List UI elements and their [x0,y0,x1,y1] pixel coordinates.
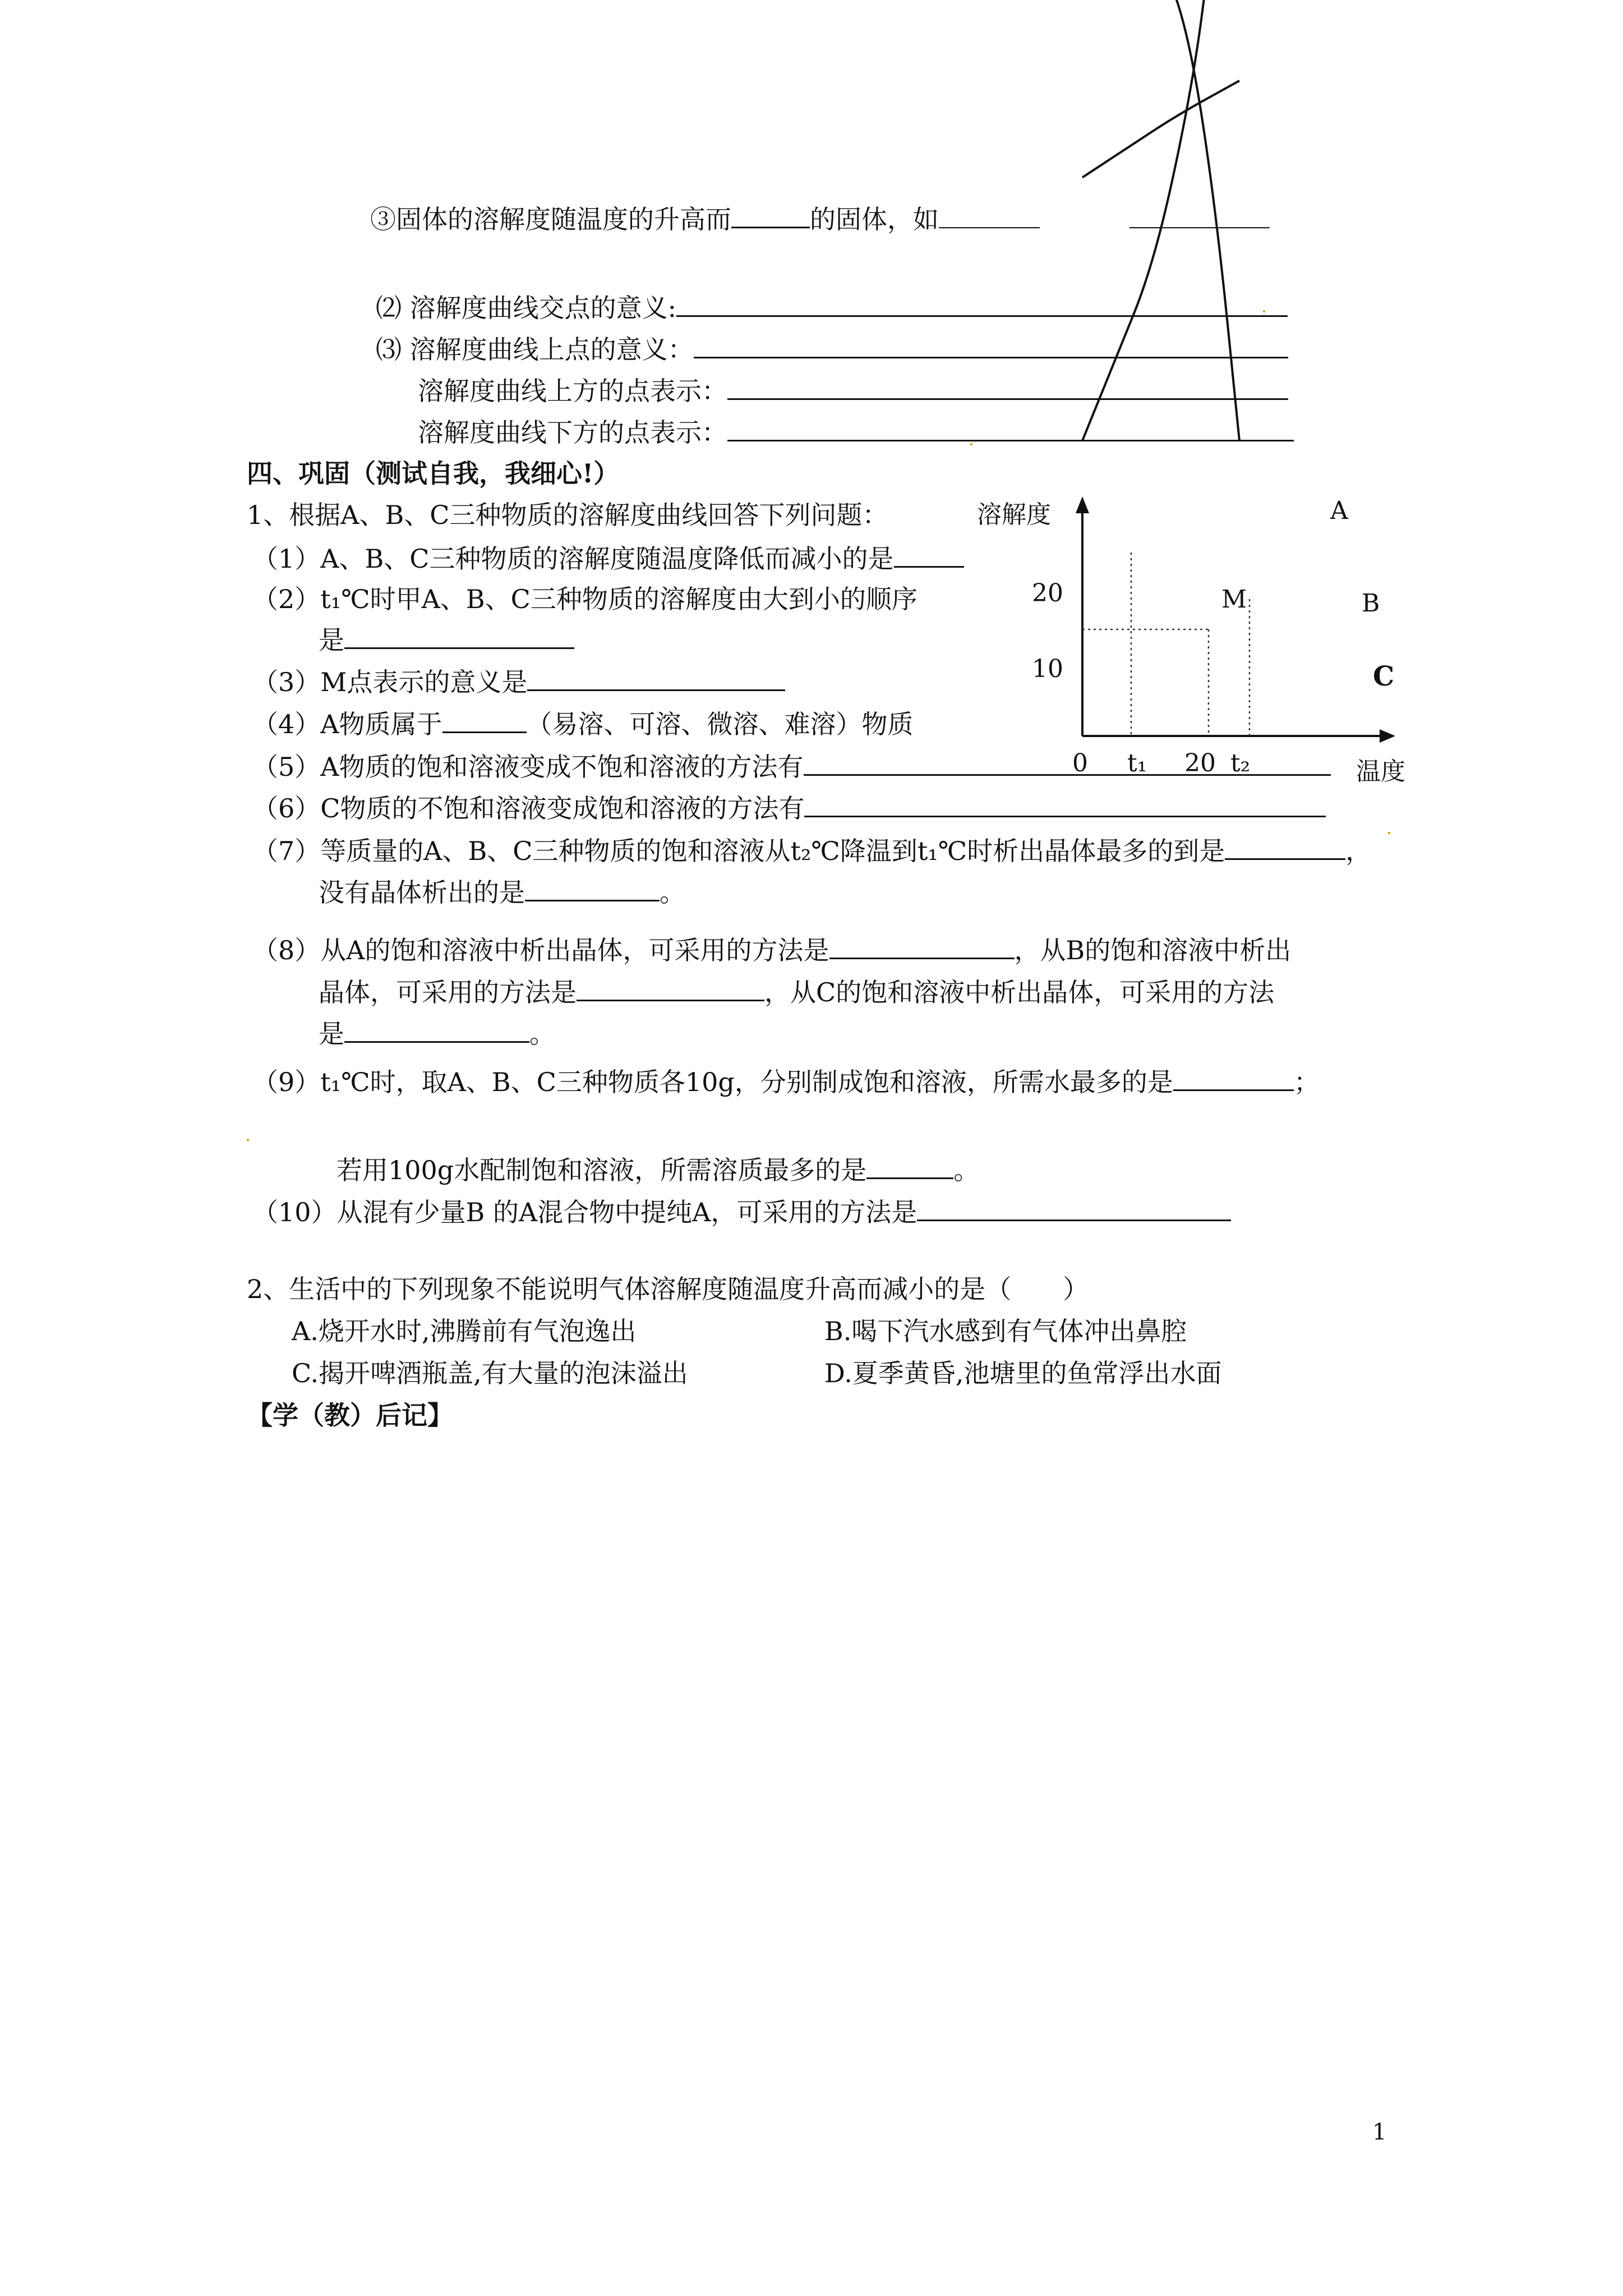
q1-9b-end: 。 [953,1155,980,1185]
q1-8a-text: （8）从A的饱和溶液中析出晶体，可采用的方法是 [252,935,829,965]
question-1-7a [252,834,1371,867]
solubility-chart [0,0,1623,797]
q1-9a-end: ； [1293,1067,1320,1097]
question-1-8b [319,975,1274,1008]
blank[interactable] [866,1153,953,1179]
line3-text: ⑶ 溶解度曲线上点的意义： [376,334,694,365]
question-1-8a [252,933,1291,966]
q1-9a-text: （9）t₁℃时，取A、B、C三种物质各10g，分别制成饱和溶液，所需水最多的是 [252,1067,1173,1097]
q1-7b-end: 。 [660,877,685,908]
blank[interactable] [829,933,1015,959]
x-axis-arrow [1380,729,1395,743]
q1-4b-text: （易溶、可溶、微溶、难溶）物质 [526,709,914,739]
y-axis-arrow [1076,496,1089,513]
scan-speck [247,1139,249,1141]
blank[interactable] [344,1016,529,1043]
option-d[interactable]: D.夏季黄昏,池塘里的鱼常浮出水面 [824,1358,1222,1388]
option-a[interactable]: A.烧开水时,沸腾前有气泡逸出 [292,1316,637,1346]
q1-8b-mid: ，从C的饱和溶液中析出晶体，可采用的方法 [764,977,1275,1007]
x-tick-label: t₁ [1127,749,1147,777]
question-1-9b [336,1153,979,1186]
curve-c [1082,0,1239,441]
question-1-9a [252,1065,1320,1098]
point-label-m: M [1221,585,1247,614]
series-label-a: A [1330,496,1348,525]
x-tick-label: 20 [1184,749,1216,777]
blank[interactable] [1225,834,1345,860]
page-number: 1 [1372,2119,1387,2145]
line1-text-b: 的固体，如 [810,204,939,234]
series-label-b: B [1362,589,1380,618]
blank[interactable] [917,1195,1231,1221]
q1-8b-text: 晶体，可采用的方法是 [319,977,577,1007]
blank[interactable] [577,975,764,1001]
question-1-7b [319,875,685,908]
y-tick-label: 10 [1032,655,1063,683]
curve-b [1082,81,1239,177]
question-2: 2、生活中的下列现象不能说明气体溶解度随温度升高而减小的是（ ） [247,1274,1089,1304]
q1-5-text: （5）A物质的饱和溶液变成不饱和溶液的方法有 [252,752,804,782]
q1-9b-text: 若用100g水配制饱和溶液，所需溶质最多的是 [336,1155,867,1185]
question-1-intro: 1、根据A、B、C三种物质的溶解度曲线回答下列问题： [247,500,888,530]
line2-text: ⑵ 溶解度曲线交点的意义: [376,293,677,323]
q1-8c-text: 是 [319,1019,344,1049]
q1-7a-end: ， [1345,836,1372,866]
q1-4a-text: （4）A物质属于 [252,709,442,739]
question-1-2a: （2）t₁℃时甲A、B、C三种物质的溶解度由大到小的顺序 [252,584,917,614]
q1-7a-text: （7）等质量的A、B、C三种物质的饱和溶液从t₂℃降温到t₁℃时析出晶体最多的到是 [252,836,1225,866]
blank[interactable] [525,875,660,901]
q1-10-text: （10）从混有少量B 的A混合物中提纯A，可采用的方法是 [252,1197,917,1227]
q1-2b-text: 是 [319,625,344,655]
scan-speck [1388,832,1390,834]
line1-text-a: ③固体的溶解度随温度的升高而 [370,204,731,234]
question-1-10 [252,1195,1231,1228]
blank[interactable] [1173,1065,1294,1091]
x-axis-label: 温度 [1356,757,1405,786]
y-axis-label: 溶解度 [977,500,1051,529]
q1-6-text: （6）C物质的不饱和溶液变成饱和溶液的方法有 [252,793,805,823]
question-1-8c [319,1016,555,1050]
q1-7b-text: 没有晶体析出的是 [319,877,525,908]
option-c[interactable]: C.揭开啤酒瓶盖,有大量的泡沫溢出 [292,1358,688,1388]
q1-1-text: （1）A、B、C三种物质的溶解度随温度降低而减小的是 [252,544,894,574]
q1-3-text: （3）M点表示的意义是 [252,667,528,697]
line5-text: 溶解度曲线下方的点表示： [418,417,727,448]
q1-8c-end: 。 [529,1019,555,1049]
series-label-c: C [1373,661,1395,692]
x-tick-label: 0 [1072,749,1088,777]
section-title: 四、巩固（测试自我，我细心!） [247,458,620,489]
y-tick-label: 20 [1032,579,1063,608]
line4-text: 溶解度曲线上方的点表示： [418,376,727,406]
afterword-heading: 【学（教）后记】 [247,1400,453,1430]
q1-8a-mid: ，从B的饱和溶液中析出 [1014,935,1292,965]
option-b[interactable]: B.喝下汽水感到有气体冲出鼻腔 [824,1316,1187,1346]
x-tick-label: t₂ [1230,749,1251,777]
